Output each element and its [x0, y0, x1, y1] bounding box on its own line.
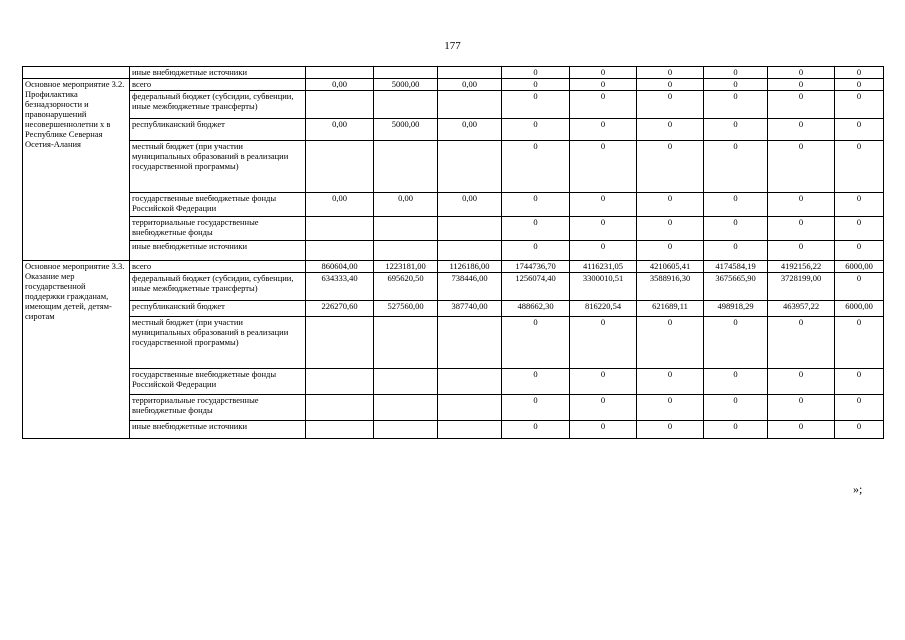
- value-cell: 0: [768, 241, 835, 261]
- value-cell: 0: [502, 395, 570, 421]
- table-body: [23, 67, 884, 439]
- value-cell: 0: [502, 241, 570, 261]
- page-number: 177: [444, 40, 461, 52]
- table-row: [23, 395, 884, 421]
- value-cell: 0: [570, 67, 637, 79]
- value-cell: 0: [502, 217, 570, 241]
- value-cell: 0: [637, 79, 704, 91]
- value-cell: 0: [704, 241, 768, 261]
- table-row: [23, 217, 884, 241]
- value-cell: 0: [570, 79, 637, 91]
- value-cell: 0: [570, 421, 637, 439]
- value-cell: [306, 141, 374, 193]
- value-cell: 0: [637, 193, 704, 217]
- value-cell: [306, 317, 374, 369]
- value-cell: 0: [637, 421, 704, 439]
- table-row: [23, 317, 884, 369]
- value-cell: 0: [637, 241, 704, 261]
- value-cell: 4192156,22: [768, 261, 835, 273]
- value-cell: 0: [570, 317, 637, 369]
- value-cell: 0: [637, 317, 704, 369]
- value-cell: [438, 421, 502, 439]
- value-cell: 4116231,05: [570, 261, 637, 273]
- value-cell: [374, 421, 438, 439]
- value-cell: 0: [570, 369, 637, 395]
- value-cell: [438, 217, 502, 241]
- value-cell: 0: [637, 91, 704, 119]
- measure-name-cell: Основное мероприятие 3.2. Профилактика безнадзорности и правонарушений несовершеннолетни х в Республике Северная Осетия-Алания: [23, 79, 130, 261]
- source-cell: иные внебюджетные источники: [130, 67, 306, 79]
- value-cell: 3728199,00: [768, 273, 835, 301]
- value-cell: 0: [768, 193, 835, 217]
- source-cell: всего: [130, 261, 306, 273]
- value-cell: 0: [704, 79, 768, 91]
- source-cell: местный бюджет (при участии муниципальных образований в реализации государственной программы): [130, 141, 306, 193]
- value-cell: 0: [502, 193, 570, 217]
- value-cell: 0: [835, 79, 884, 91]
- value-cell: 3300010,51: [570, 273, 637, 301]
- value-cell: 0: [570, 217, 637, 241]
- value-cell: 4174584,19: [704, 261, 768, 273]
- value-cell: 0: [768, 119, 835, 141]
- value-cell: 1256074,40: [502, 273, 570, 301]
- value-cell: 488662,30: [502, 301, 570, 317]
- value-cell: 6000,00: [835, 261, 884, 273]
- value-cell: 1126186,00: [438, 261, 502, 273]
- table-row: [23, 79, 884, 91]
- value-cell: [374, 395, 438, 421]
- value-cell: 0: [570, 241, 637, 261]
- value-cell: 621689,11: [637, 301, 704, 317]
- value-cell: 0: [637, 67, 704, 79]
- value-cell: 0: [502, 67, 570, 79]
- value-cell: [374, 67, 438, 79]
- value-cell: [306, 395, 374, 421]
- source-cell: местный бюджет (при участии муниципальных образований в реализации государственной программы): [130, 317, 306, 369]
- value-cell: 0: [768, 369, 835, 395]
- value-cell: 0: [835, 317, 884, 369]
- source-cell: всего: [130, 79, 306, 91]
- value-cell: 5000,00: [374, 79, 438, 91]
- table-row: [23, 369, 884, 395]
- value-cell: 1223181,00: [374, 261, 438, 273]
- value-cell: [438, 369, 502, 395]
- value-cell: 0: [704, 119, 768, 141]
- measure-name-cell: Основное мероприятие 3.3. Оказание мер государственной поддержки гражданам, имеющим детей, детям-сиротам: [23, 261, 130, 439]
- value-cell: 0: [768, 421, 835, 439]
- value-cell: 0: [502, 421, 570, 439]
- value-cell: 1744736,70: [502, 261, 570, 273]
- source-cell: государственные внебюджетные фонды Российской Федерации: [130, 369, 306, 395]
- table-row: [23, 273, 884, 301]
- value-cell: 0: [835, 421, 884, 439]
- value-cell: 0,00: [438, 79, 502, 91]
- value-cell: 0: [704, 67, 768, 79]
- value-cell: 0: [768, 79, 835, 91]
- source-cell: республиканский бюджет: [130, 301, 306, 317]
- value-cell: 0: [502, 369, 570, 395]
- value-cell: 0: [835, 67, 884, 79]
- value-cell: 0: [768, 91, 835, 119]
- value-cell: 0: [835, 141, 884, 193]
- source-cell: федеральный бюджет (субсидии, субвенции, иные межбюджетные трансферты): [130, 273, 306, 301]
- value-cell: 0: [637, 119, 704, 141]
- value-cell: 634333,40: [306, 273, 374, 301]
- table-row: [23, 241, 884, 261]
- value-cell: [438, 395, 502, 421]
- value-cell: [438, 91, 502, 119]
- value-cell: [374, 317, 438, 369]
- table-row: [23, 301, 884, 317]
- value-cell: [438, 141, 502, 193]
- empty-program-cell: [23, 67, 130, 79]
- value-cell: 0: [768, 317, 835, 369]
- value-cell: [374, 241, 438, 261]
- value-cell: 0: [502, 317, 570, 369]
- value-cell: 4210605,41: [637, 261, 704, 273]
- value-cell: 0: [637, 217, 704, 241]
- table-row: [23, 91, 884, 119]
- value-cell: [374, 217, 438, 241]
- value-cell: 0: [502, 141, 570, 193]
- value-cell: 0: [768, 141, 835, 193]
- value-cell: 0: [570, 119, 637, 141]
- value-cell: 463957,22: [768, 301, 835, 317]
- table-row: [23, 421, 884, 439]
- value-cell: 816220,54: [570, 301, 637, 317]
- value-cell: [374, 91, 438, 119]
- value-cell: 0: [502, 79, 570, 91]
- value-cell: [306, 421, 374, 439]
- value-cell: 3588916,30: [637, 273, 704, 301]
- value-cell: 0: [768, 395, 835, 421]
- value-cell: 0: [704, 317, 768, 369]
- value-cell: 0: [704, 395, 768, 421]
- value-cell: [306, 217, 374, 241]
- value-cell: 0: [704, 141, 768, 193]
- value-cell: 0: [704, 193, 768, 217]
- value-cell: 0: [570, 91, 637, 119]
- value-cell: 0: [637, 369, 704, 395]
- value-cell: 527560,00: [374, 301, 438, 317]
- table-row: [23, 141, 884, 193]
- value-cell: 0: [637, 141, 704, 193]
- value-cell: 498918,29: [704, 301, 768, 317]
- table-row: [23, 193, 884, 217]
- source-cell: республиканский бюджет: [130, 119, 306, 141]
- table-row: [23, 67, 884, 79]
- value-cell: 860604,00: [306, 261, 374, 273]
- value-cell: 3675665,90: [704, 273, 768, 301]
- value-cell: 0: [835, 119, 884, 141]
- value-cell: 0: [835, 273, 884, 301]
- value-cell: [306, 67, 374, 79]
- value-cell: 0,00: [374, 193, 438, 217]
- value-cell: 0: [637, 395, 704, 421]
- value-cell: 5000,00: [374, 119, 438, 141]
- value-cell: [374, 369, 438, 395]
- value-cell: 387740,00: [438, 301, 502, 317]
- source-cell: иные внебюджетные источники: [130, 241, 306, 261]
- value-cell: 0: [704, 217, 768, 241]
- value-cell: 695620,50: [374, 273, 438, 301]
- source-cell: федеральный бюджет (субсидии, субвенции, иные межбюджетные трансферты): [130, 91, 306, 119]
- value-cell: 738446,00: [438, 273, 502, 301]
- source-cell: государственные внебюджетные фонды Российской Федерации: [130, 193, 306, 217]
- value-cell: 0,00: [438, 119, 502, 141]
- value-cell: 0: [768, 217, 835, 241]
- value-cell: 0,00: [306, 79, 374, 91]
- table-row: [23, 119, 884, 141]
- value-cell: [306, 91, 374, 119]
- value-cell: 0,00: [306, 119, 374, 141]
- value-cell: 0: [768, 67, 835, 79]
- value-cell: 0: [704, 91, 768, 119]
- value-cell: 0: [835, 217, 884, 241]
- value-cell: [306, 241, 374, 261]
- value-cell: 0: [835, 395, 884, 421]
- value-cell: [374, 141, 438, 193]
- value-cell: 0: [570, 141, 637, 193]
- value-cell: 0: [704, 369, 768, 395]
- source-cell: территориальные государственные внебюджетные фонды: [130, 395, 306, 421]
- source-cell: иные внебюджетные источники: [130, 421, 306, 439]
- value-cell: 226270,60: [306, 301, 374, 317]
- value-cell: 6000,00: [835, 301, 884, 317]
- value-cell: 0: [835, 193, 884, 217]
- value-cell: [438, 317, 502, 369]
- value-cell: 0: [835, 369, 884, 395]
- value-cell: 0: [835, 241, 884, 261]
- value-cell: 0: [570, 193, 637, 217]
- value-cell: 0: [570, 395, 637, 421]
- value-cell: 0: [835, 91, 884, 119]
- source-cell: территориальные государственные внебюджетные фонды: [130, 217, 306, 241]
- value-cell: 0: [502, 119, 570, 141]
- value-cell: [438, 67, 502, 79]
- value-cell: 0,00: [306, 193, 374, 217]
- value-cell: 0: [704, 421, 768, 439]
- closing-quote: »;: [853, 482, 863, 496]
- value-cell: 0,00: [438, 193, 502, 217]
- value-cell: 0: [502, 91, 570, 119]
- value-cell: [438, 241, 502, 261]
- funding-table: [22, 66, 884, 439]
- table-row: [23, 261, 884, 273]
- value-cell: [306, 369, 374, 395]
